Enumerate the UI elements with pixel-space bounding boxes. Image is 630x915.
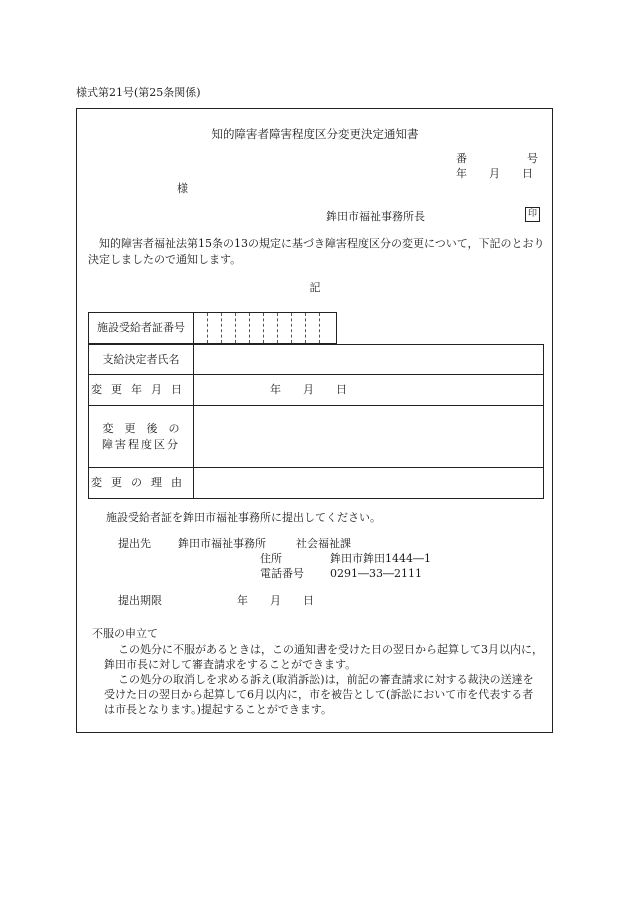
certificate-number-label: 施設受給者証番号 (89, 313, 194, 344)
digit-box (194, 313, 208, 343)
issue-date: 年 月 日 (456, 167, 533, 180)
tel-value: 0291―33―2111 (330, 567, 422, 580)
digit-box (278, 313, 292, 343)
digit-box (320, 313, 333, 343)
appeal-paragraph-2: この処分の取消しを求める訴え(取消訴訟)は，前記の審査請求に対する裁決の送達を受けた日の翌日から起算して6月以内に，市を被告として(訴訟において市を代表する者は市長となります。)提起することができます。 (104, 673, 534, 716)
change-date-value: 年 月 日 (194, 375, 544, 406)
new-grade-label (89, 406, 194, 468)
reason-label: 変更の理由 (89, 468, 194, 499)
destination-division: 社会福祉課 (296, 537, 351, 550)
submission-note: 施設受給者証を鉾田市福祉事務所に提出してください。 (106, 511, 381, 524)
number-suffix: 号 (527, 152, 538, 165)
digit-box (264, 313, 278, 343)
destination-name: 鉾田市福祉事務所 (178, 537, 266, 550)
digit-boxes (194, 313, 336, 343)
tel-label: 電話番号 (260, 567, 304, 580)
destination-label: 提出先 (118, 537, 151, 550)
digit-box (236, 313, 250, 343)
new-grade-label-line2: 障害程度区分 (102, 437, 180, 451)
seal-mark: 印 (525, 207, 540, 222)
deadline-label: 提出期限 (118, 594, 162, 607)
details-table (88, 344, 544, 499)
reason-value (194, 468, 544, 499)
deadline-date: 年 月 日 (237, 594, 314, 607)
certificate-number-boxes (194, 313, 337, 344)
notice-body: 知的障害者福祉法第15条の13の規定に基づき障害程度区分の変更について，下記のとおり決定しましたので通知します。 (88, 237, 545, 266)
certificate-number-table (88, 312, 337, 344)
notice-title: 知的障害者障害程度区分変更決定通知書 (211, 127, 419, 141)
addressee-suffix: 様 (177, 182, 188, 195)
digit-box (292, 313, 306, 343)
new-grade-value (194, 406, 544, 468)
issuer-name: 鉾田市福祉事務所長 (326, 210, 425, 223)
digit-box (208, 313, 222, 343)
recipient-name-value (194, 345, 544, 375)
appeal-heading: 不服の申立て (92, 627, 158, 640)
form-number: 様式第21号(第25条関係) (76, 86, 201, 99)
recipient-name-label: 支給決定者氏名 (89, 345, 194, 375)
number-label: 番 (456, 152, 467, 165)
address-value: 鉾田市鉾田1444―1 (330, 552, 431, 565)
address-label: 住所 (260, 552, 282, 565)
digit-box (222, 313, 236, 343)
appeal-paragraph-1: この処分に不服があるときは，この通知書を受けた日の翌日から起算して3月以内に，鉾田市長に対して審査請求をすることができます。 (104, 643, 543, 671)
ki-heading: 記 (309, 281, 321, 294)
new-grade-label-line1: 変 更 後 の (102, 421, 180, 435)
digit-box (250, 313, 264, 343)
change-date-label: 変更年月日 (89, 375, 194, 406)
digit-box (306, 313, 320, 343)
